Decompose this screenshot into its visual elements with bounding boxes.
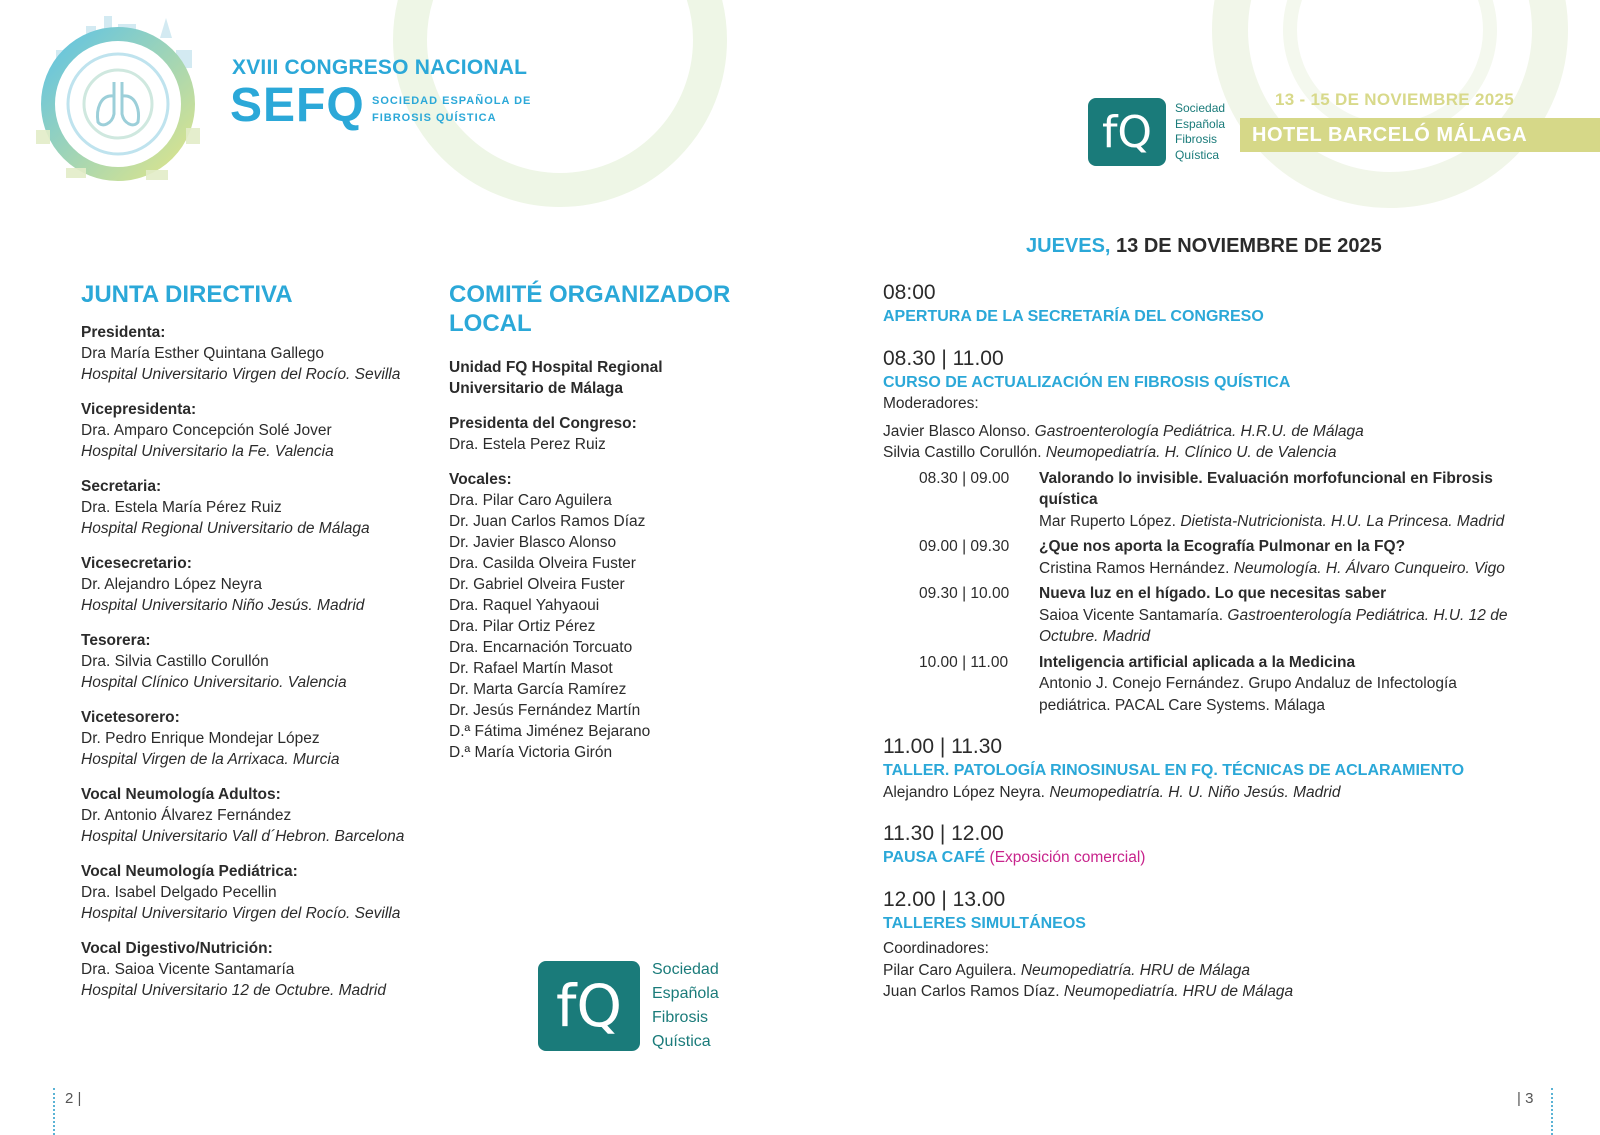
vocal-item: Dr. Javier Blasco Alonso <box>449 534 617 551</box>
coordinator-affiliation: Neumopediatría. HRU de Málaga <box>1020 961 1251 979</box>
speaker-affiliation: Dietista-Nutricionista. H.U. La Princesa. Madrid <box>1180 512 1505 530</box>
member-role: Tesorera: <box>81 632 151 649</box>
speaker-name: Alejandro López Neyra. <box>883 783 1045 801</box>
left-margin-rule <box>53 1088 55 1135</box>
comite-title <box>449 280 730 338</box>
moderator <box>883 421 1523 443</box>
junta-list <box>81 322 421 1015</box>
talk-speaker <box>1039 511 1523 533</box>
moderator-affiliation: Neumopediatría. H. Clínico U. de Valencia <box>1045 444 1337 461</box>
member-affiliation: Hospital Universitario Vall d´Hebron. Barcelona <box>81 828 405 845</box>
member-name: Dra. Estela María Pérez Ruiz <box>81 499 282 516</box>
talk-speaker: Antonio J. Conejo Fernández. Grupo Andaluz de Infectología pediátrica. PACAL Care Systems. Málaga <box>1039 675 1457 714</box>
logo-word: Sociedad <box>1175 101 1226 115</box>
talk-time: 08.30 | 09.00 <box>919 469 1010 487</box>
moderators-label: Moderadores: <box>883 395 979 412</box>
logo-word: Fibrosis <box>1175 132 1218 146</box>
junta-member <box>81 322 421 385</box>
block-title: TALLERES SIMULTÁNEOS <box>883 914 1086 932</box>
logo-word: Quística <box>652 1033 711 1050</box>
speaker-affiliation: Neumopediatría. H. U. Niño Jesús. Madrid <box>1049 783 1341 801</box>
member-role: Vocal Digestivo/Nutrición: <box>81 940 273 957</box>
junta-member <box>81 707 421 770</box>
logo-word: Española <box>652 985 719 1002</box>
talk-time: 09.30 | 10.00 <box>919 585 1010 602</box>
society-name <box>372 93 531 127</box>
coordinators-label: Coordinadores: <box>883 940 989 957</box>
vocal-item: Dr. Gabriel Olveira Fuster <box>449 576 625 593</box>
fq-logo-mark: fQ <box>1088 98 1166 166</box>
presidenta-label: Presidenta del Congreso: <box>449 415 637 432</box>
fq-logo-header <box>1088 98 1225 166</box>
talk <box>883 536 1523 579</box>
congress-emblem <box>26 10 211 190</box>
fq-logo-footer <box>538 958 719 1054</box>
moderator <box>883 442 1523 464</box>
congress-dates: 13 - 15 DE NOVIEMBRE 2025 <box>1275 90 1514 109</box>
schedule <box>883 280 1523 1015</box>
speaker-name: Mar Ruperto López. <box>1039 512 1176 530</box>
comite-title-line1: COMITÉ ORGANIZADOR <box>449 281 731 308</box>
right-margin-rule <box>1551 1088 1553 1135</box>
page-number-right: | 3 <box>1517 1090 1534 1107</box>
fq-logo-words <box>1175 101 1225 163</box>
member-affiliation: Hospital Universitario Virgen del Rocío. Sevilla <box>81 905 401 922</box>
block-time: 11.30 | 12.00 <box>883 822 1004 845</box>
member-name: Dra. Silvia Castillo Corullón <box>81 653 269 670</box>
presidenta-name: Dra. Estela Perez Ruiz <box>449 436 606 453</box>
member-affiliation: Hospital Universitario Virgen del Rocío. Sevilla <box>81 366 401 383</box>
congress-acronym: SEFQ <box>230 79 365 132</box>
junta-member <box>81 630 421 693</box>
schedule-block <box>883 821 1523 869</box>
block-time: 12.00 | 13.00 <box>883 887 1006 911</box>
vocal-item: D.ª María Victoria Girón <box>449 744 613 761</box>
member-role: Vicetesorero: <box>81 709 180 726</box>
page-number-left: 2 | <box>65 1090 82 1107</box>
talk-speaker <box>1039 558 1523 580</box>
member-role: Presidenta: <box>81 324 166 341</box>
congress-edition: XVIII CONGRESO NACIONAL <box>232 56 528 79</box>
member-affiliation: Hospital Virgen de la Arrixaca. Murcia <box>81 751 340 768</box>
coordinator-affiliation: Neumopediatría. HRU de Málaga <box>1063 983 1294 1000</box>
fq-logo-mark: fQ <box>538 961 640 1051</box>
member-affiliation: Hospital Universitario 12 de Octubre. Madrid <box>81 982 386 999</box>
speaker-affiliation: Gastroenterología Pediátrica. H.U. 12 de Octubre. Madrid <box>1039 606 1508 645</box>
date-label: 13 DE NOVIEMBRE DE 2025 <box>1116 235 1382 257</box>
junta-member <box>81 553 421 616</box>
member-name: Dra. Saioa Vicente Santamaría <box>81 961 295 978</box>
talk <box>883 652 1523 717</box>
comite-vocales <box>449 469 739 763</box>
junta-member <box>81 399 421 462</box>
talk-time: 10.00 | 11.00 <box>919 653 1009 671</box>
talk-title: Inteligencia artificial aplicada a la Medicina <box>1039 653 1356 671</box>
coordinator <box>883 981 1523 1003</box>
block-title: TALLER. PATOLOGÍA RINOSINUSAL EN FQ. TÉCNICAS DE ACLARAMIENTO <box>883 762 1465 779</box>
vocal-item: Dr. Juan Carlos Ramos Díaz <box>449 513 646 530</box>
schedule-block <box>883 734 1523 803</box>
block-time: 11.00 | 11.30 <box>883 735 1003 758</box>
junta-member <box>81 476 421 539</box>
schedule-block <box>883 887 1523 1003</box>
talk-speaker <box>1039 605 1523 648</box>
member-role: Vocal Neumología Adultos: <box>81 786 281 803</box>
vocal-item: D.ª Fátima Jiménez Bejarano <box>449 723 651 740</box>
member-name: Dra María Esther Quintana Gallego <box>81 345 324 362</box>
vocal-item: Dra. Encarnación Torcuato <box>449 639 633 656</box>
member-affiliation: Hospital Universitario la Fe. Valencia <box>81 443 334 460</box>
coordinator-name: Pilar Caro Aguilera. <box>883 961 1017 979</box>
block-title: PAUSA CAFÉ <box>883 849 986 866</box>
member-name: Dr. Antonio Álvarez Fernández <box>81 807 292 824</box>
junta-title: JUNTA DIRECTIVA <box>81 281 293 308</box>
comite-presidenta <box>449 413 739 455</box>
member-role: Vicepresidenta: <box>81 401 197 418</box>
day-header <box>1026 235 1382 258</box>
member-name: Dr. Alejandro López Neyra <box>81 576 262 593</box>
member-role: Vocal Neumología Pediátrica: <box>81 863 298 880</box>
member-affiliation: Hospital Regional Universitario de Málaga <box>81 520 370 537</box>
vocal-item: Dra. Pilar Caro Aguilera <box>449 492 612 509</box>
congress-venue: HOTEL BARCELÓ MÁLAGA <box>1252 124 1528 146</box>
block-time: 08.30 | 11.00 <box>883 346 1004 370</box>
moderator-name: Javier Blasco Alonso. <box>883 422 1031 440</box>
talk-title: ¿Que nos aporta la Ecografía Pulmonar en la FQ? <box>1039 538 1406 555</box>
block-title: CURSO DE ACTUALIZACIÓN EN FIBROSIS QUÍSTICA <box>883 373 1291 391</box>
block-speaker <box>883 782 1523 804</box>
logo-word: Fibrosis <box>652 1009 709 1026</box>
comite-title-line2: LOCAL <box>449 310 532 337</box>
talk <box>883 468 1523 533</box>
member-role: Secretaria: <box>81 478 162 495</box>
speaker-name: Saioa Vicente Santamaría. <box>1039 606 1224 624</box>
junta-member <box>81 861 421 924</box>
talk-title: Valorando lo invisible. Evaluación morfofuncional en Fibrosis quística <box>1039 469 1493 508</box>
comite-unit-line1: Unidad FQ Hospital Regional <box>449 359 663 376</box>
member-affiliation: Hospital Universitario Niño Jesús. Madrid <box>81 597 365 614</box>
member-role: Vicesecretario: <box>81 555 192 572</box>
coordinator-name: Juan Carlos Ramos Díaz. <box>883 983 1060 1000</box>
member-name: Dra. Amparo Concepción Solé Jover <box>81 422 332 439</box>
society-name-line2: FIBROSIS QUÍSTICA <box>372 112 497 124</box>
member-affiliation: Hospital Clínico Universitario. Valencia <box>81 674 347 691</box>
comite-unit-line2: Universitario de Málaga <box>449 380 624 397</box>
vocales-label: Vocales: <box>449 471 512 488</box>
vocal-item: Dra. Raquel Yahyaoui <box>449 597 600 614</box>
fq-logo-words <box>652 958 719 1054</box>
vocal-item: Dra. Casilda Olveira Fuster <box>449 555 636 572</box>
junta-member <box>81 784 421 847</box>
member-name: Dr. Pedro Enrique Mondejar López <box>81 730 320 747</box>
schedule-block <box>883 346 1523 717</box>
talk <box>883 583 1523 648</box>
moderator-name: Silvia Castillo Corullón. <box>883 444 1042 461</box>
logo-word: Quística <box>1175 147 1220 162</box>
day-label: JUEVES, <box>1026 235 1111 257</box>
schedule-block <box>883 280 1523 328</box>
logo-word: Sociedad <box>652 961 719 978</box>
society-name-line1: SOCIEDAD ESPAÑOLA DE <box>372 95 532 107</box>
block-time: 08:00 <box>883 281 936 304</box>
vocal-item: Dra. Pilar Ortiz Pérez <box>449 618 596 635</box>
logo-word: Española <box>1175 116 1226 131</box>
talk-title: Nueva luz en el hígado. Lo que necesitas saber <box>1039 585 1387 602</box>
speaker-affiliation: Neumología. H. Álvaro Cunqueiro. Vigo <box>1233 559 1505 577</box>
junta-member <box>81 938 421 1001</box>
comite-unit <box>449 357 739 399</box>
vocal-item: Dr. Jesús Fernández Martín <box>449 702 641 719</box>
vocal-item: Dr. Rafael Martín Masot <box>449 660 613 677</box>
member-name: Dra. Isabel Delgado Pecellin <box>81 884 277 901</box>
block-note: (Exposición comercial) <box>989 849 1146 866</box>
block-title: APERTURA DE LA SECRETARÍA DEL CONGRESO <box>883 308 1264 325</box>
moderator-affiliation: Gastroenterología Pediátrica. H.R.U. de Málaga <box>1034 422 1364 440</box>
coordinator <box>883 960 1523 982</box>
vocal-item: Dr. Marta García Ramírez <box>449 681 627 698</box>
talk-time: 09.00 | 09.30 <box>919 538 1010 555</box>
speaker-name: Cristina Ramos Hernández. <box>1039 559 1230 577</box>
comite-list <box>449 357 739 763</box>
